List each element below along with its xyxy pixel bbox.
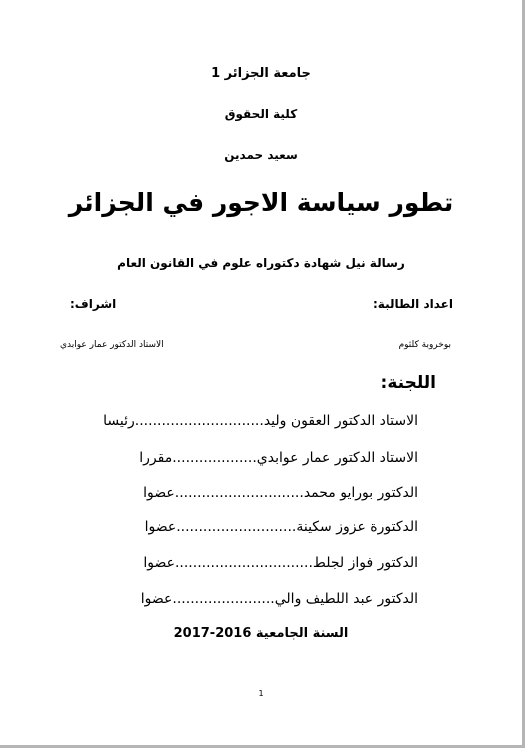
committee-member: الاستاد الدكتور عمار عوابدي...................مقررا — [139, 450, 418, 466]
committee-member: الدكتور فواز لجلط...............................عضوا — [143, 555, 418, 571]
academic-year: السنة الجامعية 2016-2017 — [173, 626, 349, 641]
committee-member: الدكتور بورايو محمد.............................عضوا — [143, 485, 418, 501]
supervisor-label: اشراف: — [70, 297, 117, 311]
committee-heading: اللجنة: — [380, 373, 436, 393]
committee-member: الدكتورة عزوز سكينة...........................عضوا — [144, 519, 418, 535]
thesis-title: تطور سياسة الاجور في الجزائر — [68, 188, 454, 217]
faculty-name: كلية الحقوق — [224, 107, 298, 121]
student-label: اعداد الطالبة: — [373, 297, 453, 311]
supervisor-name: الاستاد الدكتور عمار عوابدي — [60, 340, 164, 350]
committee-member: الدكتور عبد اللطيف والي.......................عضوا — [140, 591, 418, 607]
student-name: بوخروبة كلثوم — [398, 340, 451, 350]
campus-name: سعيد حمدين — [224, 148, 298, 162]
page-number: 1 — [258, 689, 264, 698]
committee-member: الاستاد الدكتور العقون وليد.............................رئيسا — [103, 413, 418, 429]
university-name: جامعة الجزائر 1 — [211, 66, 311, 81]
thesis-subtitle: رسالة نيل شهادة دكتوراه علوم في القانون العام — [117, 256, 405, 270]
